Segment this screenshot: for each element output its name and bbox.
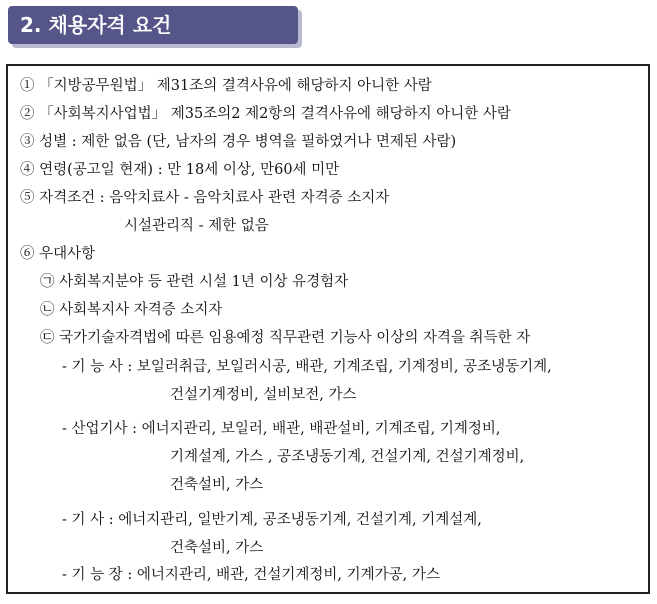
item-3: ③ 성별 : 제한 없음 (단, 남자의 경우 병역을 필하였거나 면제된 사람) — [20, 134, 457, 150]
qualification-engineer-cont: 건축설비, 가스 — [170, 540, 264, 556]
qualification-craftsman-cont: 건설기계정비, 설비보전, 가스 — [170, 387, 357, 403]
item-5: ⑤ 자격조건 : 음악치료사 - 음악치료사 관련 자격증 소지자 — [20, 190, 390, 206]
qualification-engineer: - 기 사 : 에너지관리, 일반기계, 공조냉동기계, 건설기계, 기계설계, — [62, 512, 482, 528]
section-header — [8, 6, 298, 44]
preference-c: ㉢ 국가기술자격법에 따른 임용예정 직무관련 기능사 이상의 자격을 취득한 자 — [40, 330, 531, 346]
preference-a: ㉠ 사회복지분야 등 관련 시설 1년 이상 유경험자 — [40, 274, 349, 290]
item-2: ② 「사회복지사업법」 제35조의2 제2항의 결격사유에 해당하지 아니한 사람 — [20, 106, 511, 122]
qualification-master-craftsman: - 기 능 장 : 에너지관리, 배관, 건설기계정비, 기계가공, 가스 — [62, 567, 440, 583]
qualification-craftsman: - 기 능 사 : 보일러취급, 보일러시공, 배관, 기계조립, 기계정비, 공조냉동기계, — [62, 359, 552, 375]
item-6: ⑥ 우대사항 — [20, 246, 96, 262]
item-4: ④ 연령(공고일 현재) : 만 18세 이상, 만60세 미만 — [20, 162, 340, 178]
item-1: ① 「지방공무원법」 제31조의 결격사유에 해당하지 아니한 사람 — [20, 78, 432, 94]
qualification-industrial-engineer: - 산업기사 : 에너지관리, 보일러, 배관, 배관설비, 기계조립, 기계정비, — [62, 421, 501, 437]
qualification-industrial-engineer-cont1: 기계설계, 가스 , 공조냉동기계, 건설기계, 건설기계정비, — [170, 449, 525, 465]
item-5-cont: 시설관리직 - 제한 없음 — [124, 218, 269, 234]
preference-b: ㉡ 사회복지사 자격증 소지자 — [40, 302, 223, 318]
qualification-industrial-engineer-cont2: 건축설비, 가스 — [170, 477, 264, 493]
section-title: 2. 채용자격 요건 — [20, 13, 172, 37]
